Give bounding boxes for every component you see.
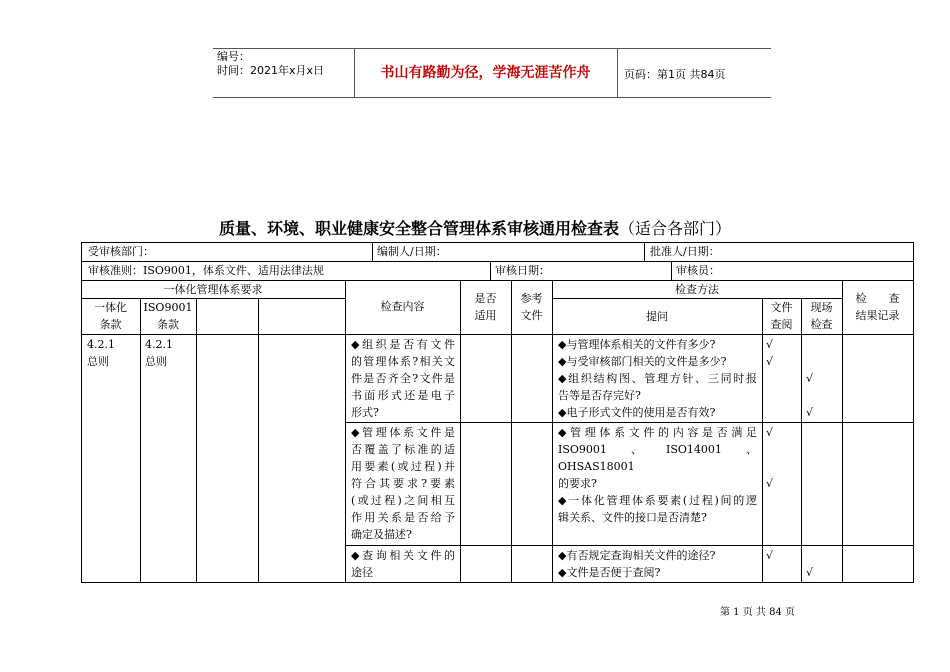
doc-review-header: 文件 查阅 xyxy=(770,301,793,331)
doc-review-mark: √ xyxy=(766,549,774,562)
table-rule xyxy=(81,242,914,243)
table-rule xyxy=(644,242,645,261)
question-item: ◆组织结构图、管理方针、三同时报 xyxy=(558,372,757,385)
iso-clause-cell: 4.2.1 总则 xyxy=(145,338,173,368)
reference-header: 参考 文件 xyxy=(520,292,543,322)
question-item: ISO9001、ISO14001、OHSAS18001 xyxy=(558,443,757,473)
title-suffix: （适合各部门） xyxy=(619,219,732,238)
table-rule xyxy=(913,242,914,583)
site-check-mark: √ xyxy=(806,372,814,385)
question-item: ◆管理体系文件的内容是否满足 xyxy=(558,426,757,439)
table-rule xyxy=(671,261,672,280)
integrated-clause-header: 一体化 条款 xyxy=(94,301,127,331)
site-check-mark: √ xyxy=(806,406,814,419)
site-check-header: 现场 检查 xyxy=(810,301,833,331)
question-cell xyxy=(558,336,757,421)
audit-date-label: 审核日期： xyxy=(495,264,550,277)
check-content-cell: ◆管理体系文件是 否覆盖了标准的适 用要素(或过程)并 符合其要求?要素 (或过程)之间相互 作用关系是否给予 确定及描述? xyxy=(351,426,455,541)
check-method-header: 检查方法 xyxy=(675,283,719,296)
question-item: ◆与管理体系相关的文件有多少? xyxy=(558,338,716,351)
header-bottom-rule xyxy=(213,97,771,98)
iso-clause-header: ISO9001 条款 xyxy=(143,301,193,331)
table-rule xyxy=(81,582,914,583)
question-item: ◆与受审核部门相关的文件是多少? xyxy=(558,355,727,368)
audit-criteria: 审核准则：ISO9001，体系文件、适用法律法规 xyxy=(88,264,324,277)
table-rule xyxy=(372,242,373,261)
table-rule xyxy=(511,280,512,583)
compiler-label: 编制人/日期： xyxy=(377,245,447,258)
doc-review-mark: √ xyxy=(766,338,774,351)
question-cell xyxy=(558,424,757,526)
table-rule xyxy=(490,261,491,280)
table-rule xyxy=(258,298,259,583)
check-content-header: 检查内容 xyxy=(380,300,425,313)
question-item: 告等是否存完好? xyxy=(558,389,641,402)
header-motto: 书山有路勤为径，学海无涯苦作舟 xyxy=(380,65,591,81)
question-item: ◆电子形式文件的使用是否有效? xyxy=(558,406,716,419)
question-item: ◆有否规定查询相关文件的途径? xyxy=(558,549,716,562)
result-header: 检 查 结果记录 xyxy=(855,292,900,322)
page-footer: 第 1 页 共 84 页 xyxy=(720,607,795,618)
doc-review-mark: √ xyxy=(766,477,774,490)
table-rule xyxy=(196,298,197,583)
table-rule xyxy=(762,298,763,583)
table-rule xyxy=(842,280,843,583)
table-rule xyxy=(460,280,461,583)
question-item: ◆一体化管理体系要素(过程)间的逻 xyxy=(558,494,757,507)
question-cell xyxy=(558,547,757,581)
number-label: 编号： xyxy=(217,50,250,63)
table-rule xyxy=(81,334,914,335)
question-item: 的要求? xyxy=(558,477,597,490)
question-item: 辑关系、文件的接口是否清楚? xyxy=(558,511,707,524)
check-content-cell: ◆组织是否有文件 的管理体系?相关文 件是否齐全?文件是 书面形式还是电子 形式? xyxy=(351,338,455,419)
site-check-mark: √ xyxy=(806,566,814,579)
applicable-header: 是否 适用 xyxy=(474,292,497,322)
document-title xyxy=(0,216,950,239)
table-rule xyxy=(345,422,914,423)
integrated-clause-cell: 4.2.1 总则 xyxy=(87,338,115,368)
table-rule xyxy=(801,298,802,583)
table-rule xyxy=(140,298,141,583)
question-item: ◆文件是否便于查阅? xyxy=(558,566,661,579)
time-label: 时间：2021年x月x日 xyxy=(217,64,325,77)
check-content-cell: ◆查询相关文件的 途径 xyxy=(351,549,455,579)
header-page-info: 页码：第1页 共84页 xyxy=(624,68,726,81)
table-rule xyxy=(552,280,553,583)
requirements-header: 一体化管理体系要求 xyxy=(163,283,263,296)
table-rule xyxy=(345,545,914,546)
doc-review-mark: √ xyxy=(766,426,774,439)
table-rule xyxy=(345,280,346,583)
question-header: 提问 xyxy=(646,310,668,323)
audited-dept-label: 受审核部门： xyxy=(88,245,154,258)
approver-label: 批准人/日期： xyxy=(650,245,720,258)
auditor-label: 审核员： xyxy=(676,264,720,277)
header-left xyxy=(217,50,324,78)
title-main: 质量、环境、职业健康安全整合管理体系审核通用检查表 xyxy=(218,219,619,238)
header-divider xyxy=(617,48,618,97)
header-top-rule xyxy=(213,48,771,49)
doc-review-mark: √ xyxy=(766,355,774,368)
